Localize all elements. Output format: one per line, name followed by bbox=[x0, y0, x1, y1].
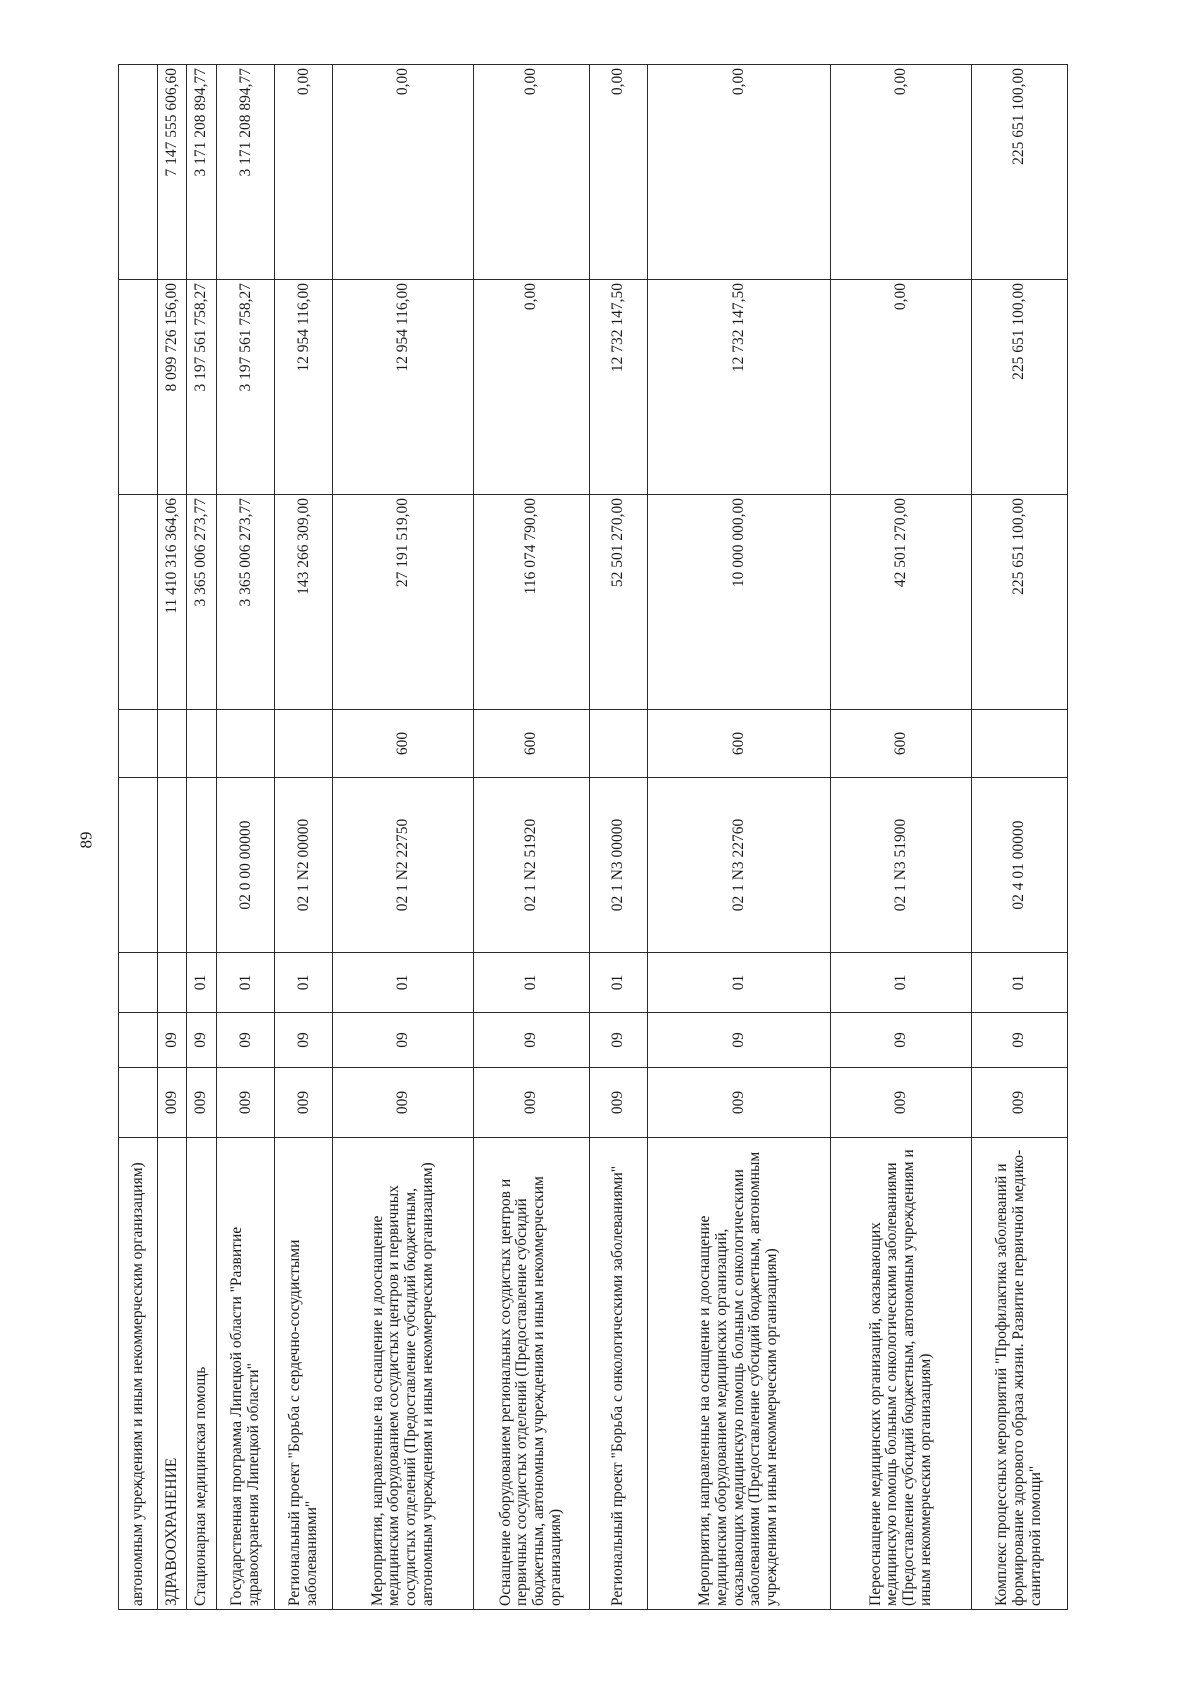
subsection-code: 01 bbox=[473, 953, 589, 1013]
amount-year-1: 225 651 100,00 bbox=[971, 495, 1067, 710]
ministry-code: 009 bbox=[158, 1068, 186, 1138]
amount-year-3: 7 147 555 606,60 bbox=[158, 65, 186, 280]
ministry-code: 009 bbox=[647, 1068, 831, 1138]
amount-year-3: 3 171 208 894,77 bbox=[186, 65, 217, 280]
amount-year-3 bbox=[119, 65, 158, 280]
amount-year-1: 42 501 270,00 bbox=[831, 495, 971, 710]
target-article-code: 02 4 01 00000 bbox=[971, 778, 1067, 953]
amount-year-3: 0,00 bbox=[831, 65, 971, 280]
expense-type-code: 600 bbox=[473, 710, 589, 778]
expense-type-code: 600 bbox=[831, 710, 971, 778]
target-article-code: 02 1 N2 51920 bbox=[473, 778, 589, 953]
target-article-code: 02 1 N3 00000 bbox=[589, 778, 647, 953]
amount-year-1: 52 501 270,00 bbox=[589, 495, 647, 710]
expense-type-code bbox=[119, 710, 158, 778]
subsection-code: 01 bbox=[831, 953, 971, 1013]
row-description: Региональный проект "Борьба с онкологическими заболеваниями" bbox=[589, 1138, 647, 1610]
section-code: 09 bbox=[971, 1013, 1067, 1068]
amount-year-2: 12 954 116,00 bbox=[333, 280, 473, 495]
amount-year-1: 3 365 006 273,77 bbox=[217, 495, 275, 710]
expense-type-code bbox=[217, 710, 275, 778]
ministry-code: 009 bbox=[333, 1068, 473, 1138]
table-row bbox=[158, 65, 186, 1610]
amount-year-2: 0,00 bbox=[831, 280, 971, 495]
subsection-code: 01 bbox=[275, 953, 333, 1013]
amount-year-3: 225 651 100,00 bbox=[971, 65, 1067, 280]
target-article-code: 02 0 00 00000 bbox=[217, 778, 275, 953]
section-code: 09 bbox=[647, 1013, 831, 1068]
section-code: 09 bbox=[186, 1013, 217, 1068]
section-code: 09 bbox=[217, 1013, 275, 1068]
row-description: Мероприятия, направленные на оснащение и дооснащение медицинским оборудованием сосудистых центров и первичных сосудистых отделений (Предоставление субсидий бюджетным, автономным учреждениям и иным некоммерческим организациям) bbox=[333, 1138, 473, 1610]
section-code: 09 bbox=[333, 1013, 473, 1068]
ministry-code: 009 bbox=[186, 1068, 217, 1138]
amount-year-2: 3 197 561 758,27 bbox=[217, 280, 275, 495]
amount-year-2: 225 651 100,00 bbox=[971, 280, 1067, 495]
target-article-code: 02 1 N2 22750 bbox=[333, 778, 473, 953]
amount-year-3: 0,00 bbox=[589, 65, 647, 280]
target-article-code bbox=[158, 778, 186, 953]
table-row bbox=[275, 65, 333, 1610]
expense-type-code bbox=[275, 710, 333, 778]
row-description: Региональный проект "Борьба с сердечно-сосудистыми заболеваниями" bbox=[275, 1138, 333, 1610]
row-description: ЗДРАВООХРАНЕНИЕ bbox=[158, 1138, 186, 1610]
table-body bbox=[119, 65, 1068, 1610]
subsection-code: 01 bbox=[647, 953, 831, 1013]
section-code: 09 bbox=[831, 1013, 971, 1068]
ministry-code: 009 bbox=[217, 1068, 275, 1138]
section-code bbox=[119, 1013, 158, 1068]
page-number: 89 bbox=[76, 831, 96, 849]
amount-year-1: 10 000 000,00 bbox=[647, 495, 831, 710]
amount-year-1: 143 266 309,00 bbox=[275, 495, 333, 710]
table-row bbox=[217, 65, 275, 1610]
row-description: Мероприятия, направленные на оснащение и дооснащение медицинским оборудованием медицинских организаций, оказывающих медицинскую помощь больным с онкологическими заболеваниями (Предоставление субсидий бюджетным, автономным учреждениям и иным некоммерческим организациям) bbox=[647, 1138, 831, 1610]
ministry-code: 009 bbox=[971, 1068, 1067, 1138]
expense-type-code: 600 bbox=[333, 710, 473, 778]
row-description: Оснащение оборудованием региональных сосудистых центров и первичных сосудистых отделений (Предоставление субсидий бюджетным, автономным учреждениям и иным некоммерческим организациям) bbox=[473, 1138, 589, 1610]
ministry-code: 009 bbox=[275, 1068, 333, 1138]
table-row bbox=[333, 65, 473, 1610]
ministry-code: 009 bbox=[473, 1068, 589, 1138]
row-description: автономным учреждениям и иным некоммерческим организациям) bbox=[119, 1138, 158, 1610]
amount-year-3: 0,00 bbox=[275, 65, 333, 280]
subsection-code: 01 bbox=[971, 953, 1067, 1013]
amount-year-1: 3 365 006 273,77 bbox=[186, 495, 217, 710]
ministry-code bbox=[119, 1068, 158, 1138]
subsection-code: 01 bbox=[589, 953, 647, 1013]
budget-table bbox=[118, 64, 1068, 1610]
target-article-code: 02 1 N3 51900 bbox=[831, 778, 971, 953]
budget-table-wrapper bbox=[118, 65, 1068, 1610]
subsection-code: 01 bbox=[186, 953, 217, 1013]
target-article-code: 02 1 N2 00000 bbox=[275, 778, 333, 953]
subsection-code bbox=[158, 953, 186, 1013]
expense-type-code bbox=[589, 710, 647, 778]
subsection-code: 01 bbox=[217, 953, 275, 1013]
amount-year-2: 0,00 bbox=[473, 280, 589, 495]
expense-type-code bbox=[971, 710, 1067, 778]
table-row bbox=[186, 65, 217, 1610]
expense-type-code bbox=[186, 710, 217, 778]
amount-year-3: 3 171 208 894,77 bbox=[217, 65, 275, 280]
table-row bbox=[589, 65, 647, 1610]
row-description: Переоснащение медицинских организаций, оказывающих медицинскую помощь больным с онкологическими заболеваниями (Предоставление субсидий бюджетным, автономным учреждениям и иным некоммерческим организациям) bbox=[831, 1138, 971, 1610]
target-article-code: 02 1 N3 22760 bbox=[647, 778, 831, 953]
table-row bbox=[647, 65, 831, 1610]
subsection-code: 01 bbox=[333, 953, 473, 1013]
amount-year-1: 27 191 519,00 bbox=[333, 495, 473, 710]
row-description: Комплекс процессных мероприятий "Профилактика заболеваний и формирование здорового образа жизни. Развитие первичной медико-санитарной помощи" bbox=[971, 1138, 1067, 1610]
table-row bbox=[119, 65, 158, 1610]
amount-year-3: 0,00 bbox=[473, 65, 589, 280]
ministry-code: 009 bbox=[589, 1068, 647, 1138]
amount-year-2: 12 732 147,50 bbox=[589, 280, 647, 495]
row-description: Стационарная медицинская помощь bbox=[186, 1138, 217, 1610]
amount-year-1: 116 074 790,00 bbox=[473, 495, 589, 710]
ministry-code: 009 bbox=[831, 1068, 971, 1138]
amount-year-1: 11 410 316 364,06 bbox=[158, 495, 186, 710]
amount-year-1 bbox=[119, 495, 158, 710]
subsection-code bbox=[119, 953, 158, 1013]
amount-year-2: 12 954 116,00 bbox=[275, 280, 333, 495]
amount-year-3: 0,00 bbox=[647, 65, 831, 280]
section-code: 09 bbox=[275, 1013, 333, 1068]
amount-year-2: 3 197 561 758,27 bbox=[186, 280, 217, 495]
amount-year-2: 8 099 726 156,00 bbox=[158, 280, 186, 495]
table-row bbox=[971, 65, 1067, 1610]
expense-type-code bbox=[158, 710, 186, 778]
section-code: 09 bbox=[589, 1013, 647, 1068]
section-code: 09 bbox=[473, 1013, 589, 1068]
table-row bbox=[473, 65, 589, 1610]
expense-type-code: 600 bbox=[647, 710, 831, 778]
row-description: Государственная программа Липецкой области "Развитие здравоохранения Липецкой области" bbox=[217, 1138, 275, 1610]
target-article-code bbox=[186, 778, 217, 953]
section-code: 09 bbox=[158, 1013, 186, 1068]
target-article-code bbox=[119, 778, 158, 953]
amount-year-2 bbox=[119, 280, 158, 495]
amount-year-2: 12 732 147,50 bbox=[647, 280, 831, 495]
table-row bbox=[831, 65, 971, 1610]
amount-year-3: 0,00 bbox=[333, 65, 473, 280]
